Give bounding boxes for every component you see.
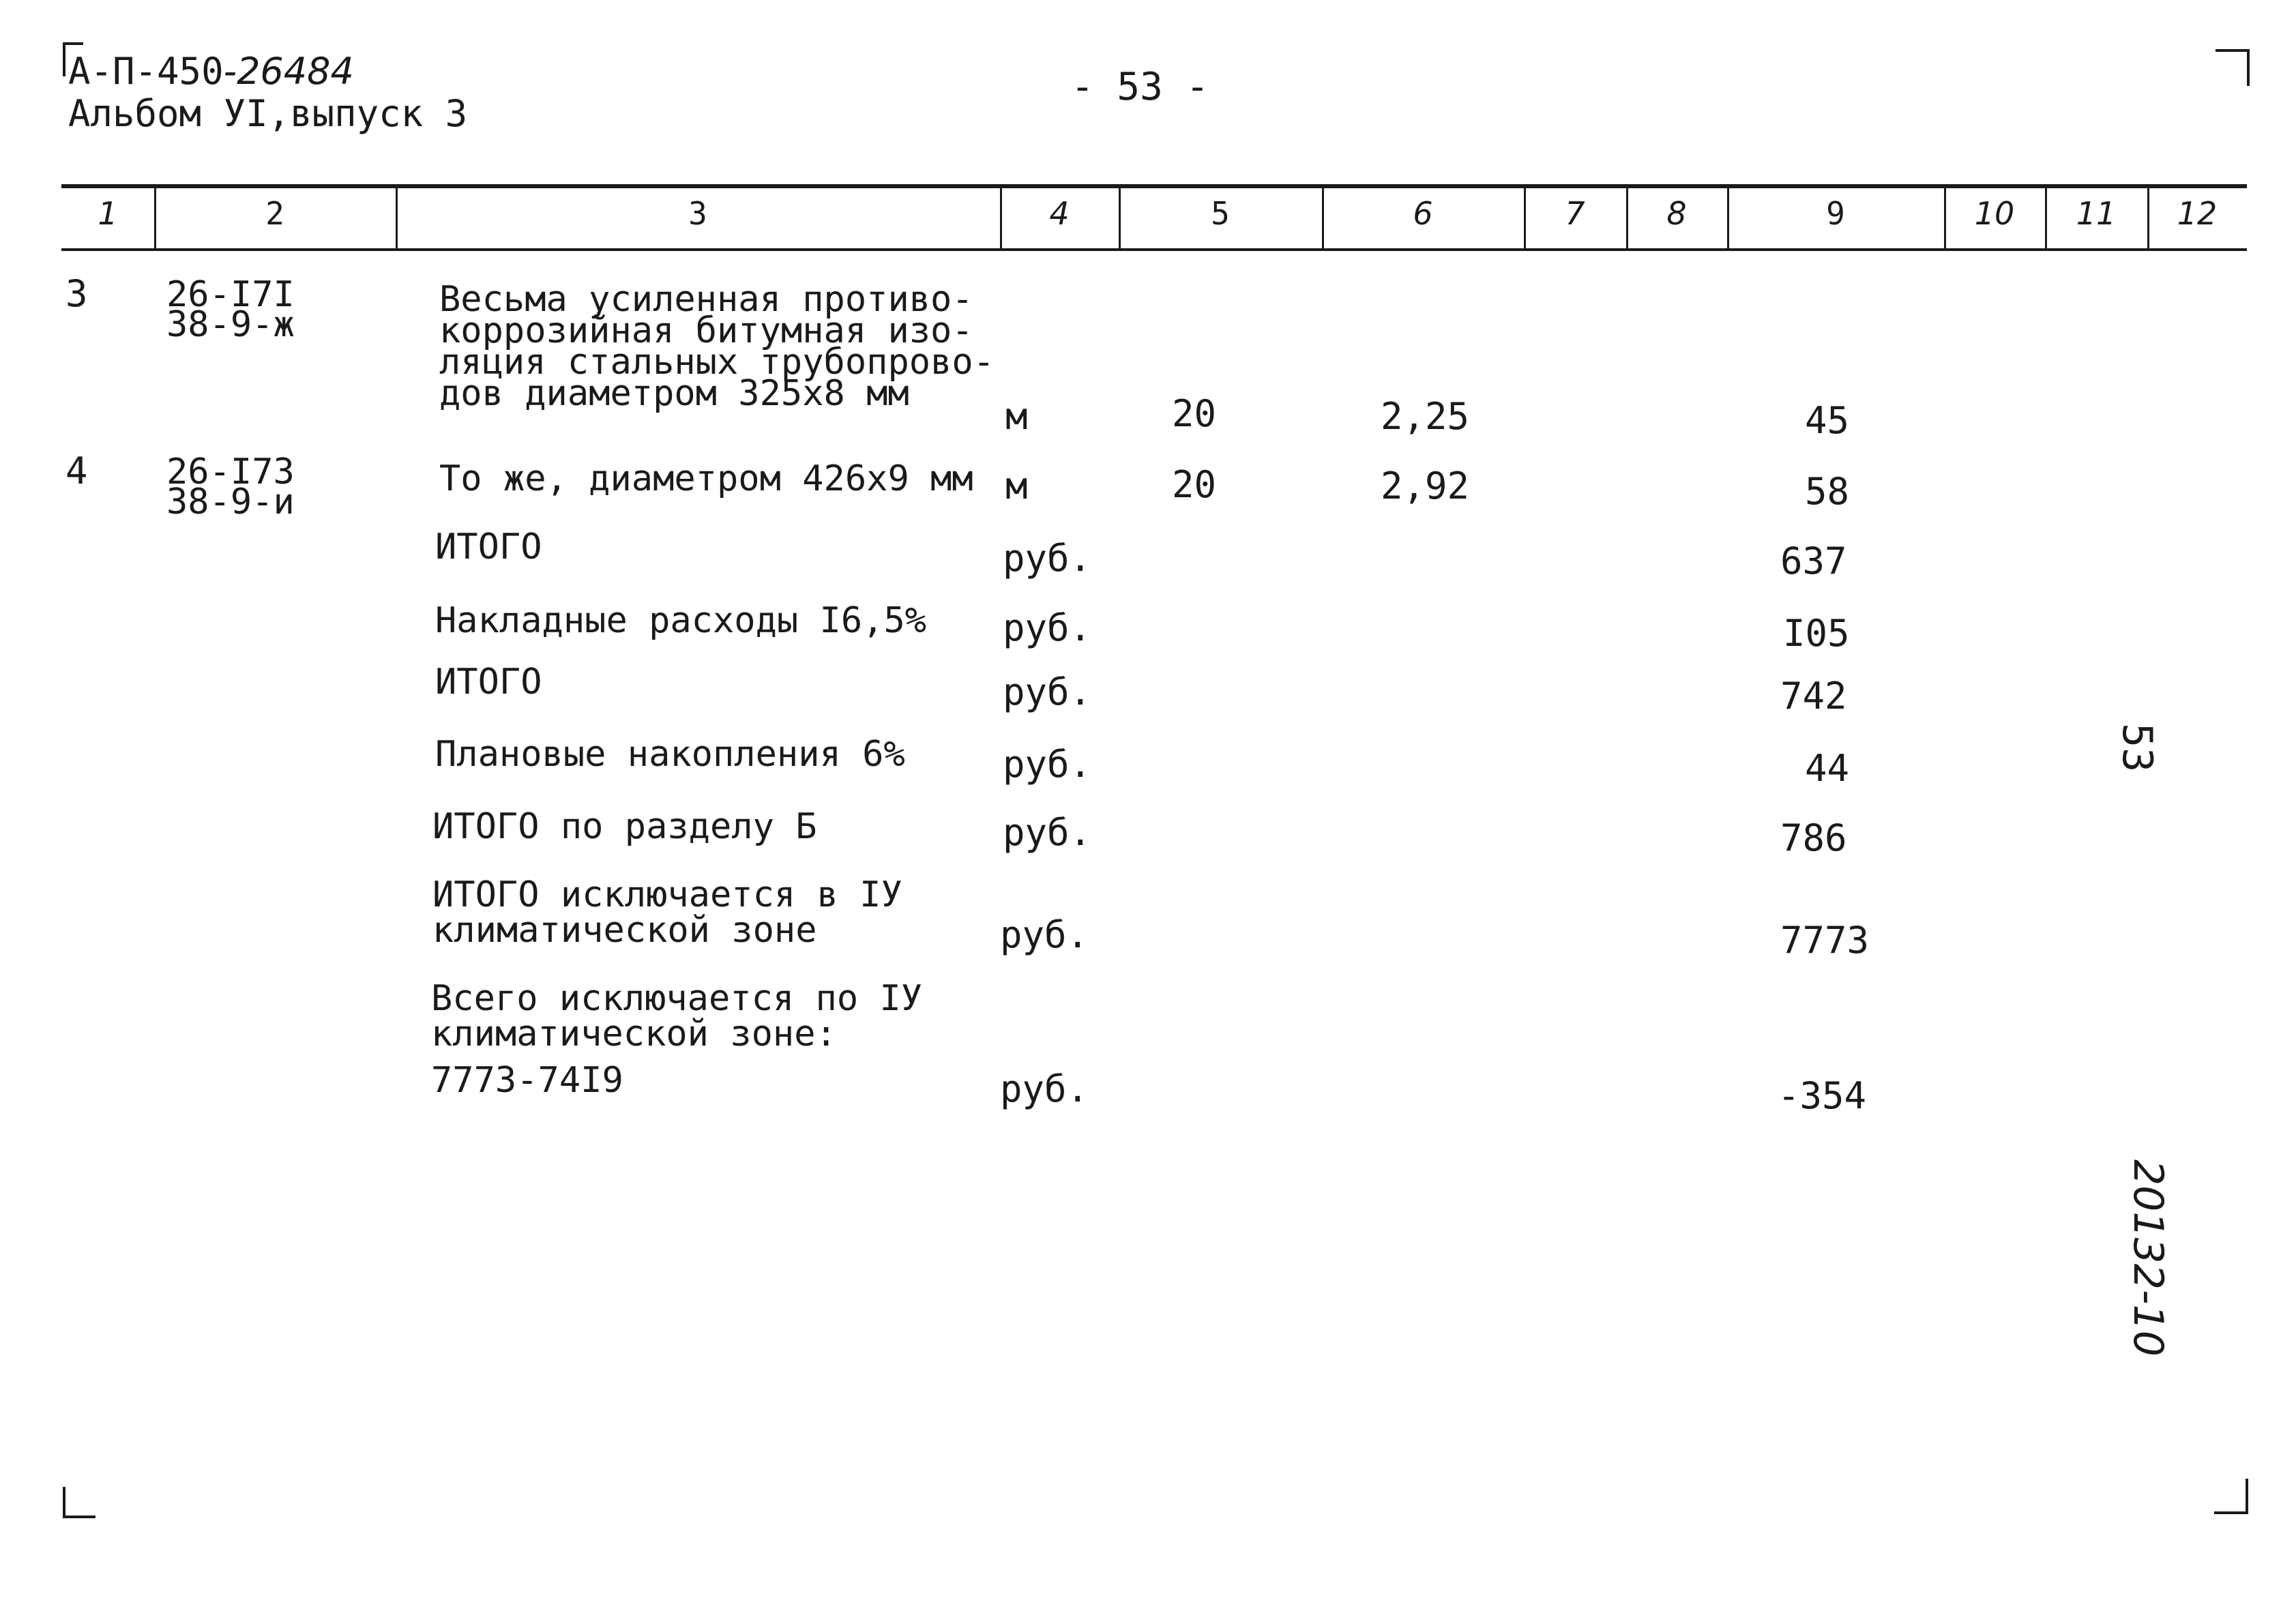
- summary-total: 637: [1780, 540, 1847, 582]
- column-number: 12: [2177, 195, 2218, 232]
- column-number: 3: [688, 195, 707, 232]
- table-top-rule: [61, 184, 2247, 188]
- corner-mark-bottom-left: [63, 1487, 95, 1518]
- summary-unit: руб.: [1003, 670, 1092, 713]
- album-label: Альбом УI,выпуск 3: [68, 92, 468, 135]
- summary-label: Накладные расходы I6,5%: [435, 600, 927, 641]
- corner-mark-bottom-right: [2214, 1479, 2248, 1514]
- summary-label: Плановые накопления 6%: [435, 734, 905, 775]
- row-total: 45: [1805, 399, 1850, 442]
- table-header-bottom-rule: [61, 248, 2247, 251]
- summary-total: I05: [1783, 612, 1850, 655]
- row-unit: м: [1005, 395, 1028, 438]
- column-number: 1: [98, 195, 118, 232]
- summary-unit: руб.: [1003, 537, 1092, 580]
- row-description: Весьма усиленная противо- коррозийная битумная изо- ляция стальных трубопрово- дов диаметром 325х8 мм: [439, 279, 995, 414]
- column-number: 2: [265, 195, 284, 232]
- summary-total: 742: [1780, 675, 1847, 718]
- summary-unit: руб.: [1003, 743, 1092, 786]
- summary-total: 786: [1780, 816, 1847, 859]
- row-quantity: 20: [1172, 463, 1217, 506]
- summary-total: 7773: [1780, 919, 1870, 962]
- summary-label: ИТОГО по разделу Б: [432, 806, 817, 847]
- summary-total: -354: [1778, 1074, 1867, 1117]
- document-code: А-П-450-26484: [68, 50, 354, 93]
- summary-unit: руб.: [1003, 606, 1092, 649]
- column-number: 7: [1565, 195, 1585, 232]
- summary-label: ИТОГО: [435, 662, 542, 703]
- page-stamp: 53: [2113, 723, 2161, 773]
- summary-label: Всего исключается по IУ климатической зоне:: [431, 978, 923, 1054]
- row-number: 4: [65, 449, 88, 492]
- row-quantity: 20: [1172, 392, 1217, 435]
- corner-mark-top-right: [2216, 49, 2250, 86]
- row-price: 2,25: [1381, 395, 1470, 438]
- row-reference: 26-I7I 38-9-ж: [166, 274, 295, 345]
- summary-unit: руб.: [1000, 1067, 1089, 1110]
- summary-label: ИТОГО исключается в IУ климатической зоне: [432, 874, 902, 951]
- sheet-code: 20132-10: [2124, 1159, 2172, 1357]
- document-code-handwritten: -26484: [223, 50, 354, 93]
- row-number: 3: [65, 272, 88, 315]
- page-number: - 53 -: [1071, 65, 1209, 109]
- column-number: 10: [1974, 195, 2015, 232]
- row-total: 58: [1805, 470, 1850, 513]
- column-number: 8: [1666, 195, 1687, 232]
- row-price: 2,92: [1381, 464, 1470, 507]
- summary-unit: руб.: [1003, 811, 1092, 854]
- summary-label: ИТОГО: [435, 527, 542, 567]
- column-number: 5: [1211, 195, 1230, 232]
- column-number: 6: [1413, 195, 1433, 232]
- column-number: 11: [2076, 195, 2117, 232]
- column-number: 4: [1049, 195, 1070, 232]
- summary-formula: 7773-74I9: [431, 1060, 623, 1101]
- summary-total: 44: [1805, 747, 1850, 790]
- column-number: 9: [1826, 195, 1845, 232]
- row-reference: 26-I73 38-9-и: [166, 452, 295, 522]
- summary-unit: руб.: [1000, 913, 1089, 956]
- row-unit: м: [1005, 464, 1028, 507]
- row-description: То же, диаметром 426х9 мм: [439, 458, 973, 499]
